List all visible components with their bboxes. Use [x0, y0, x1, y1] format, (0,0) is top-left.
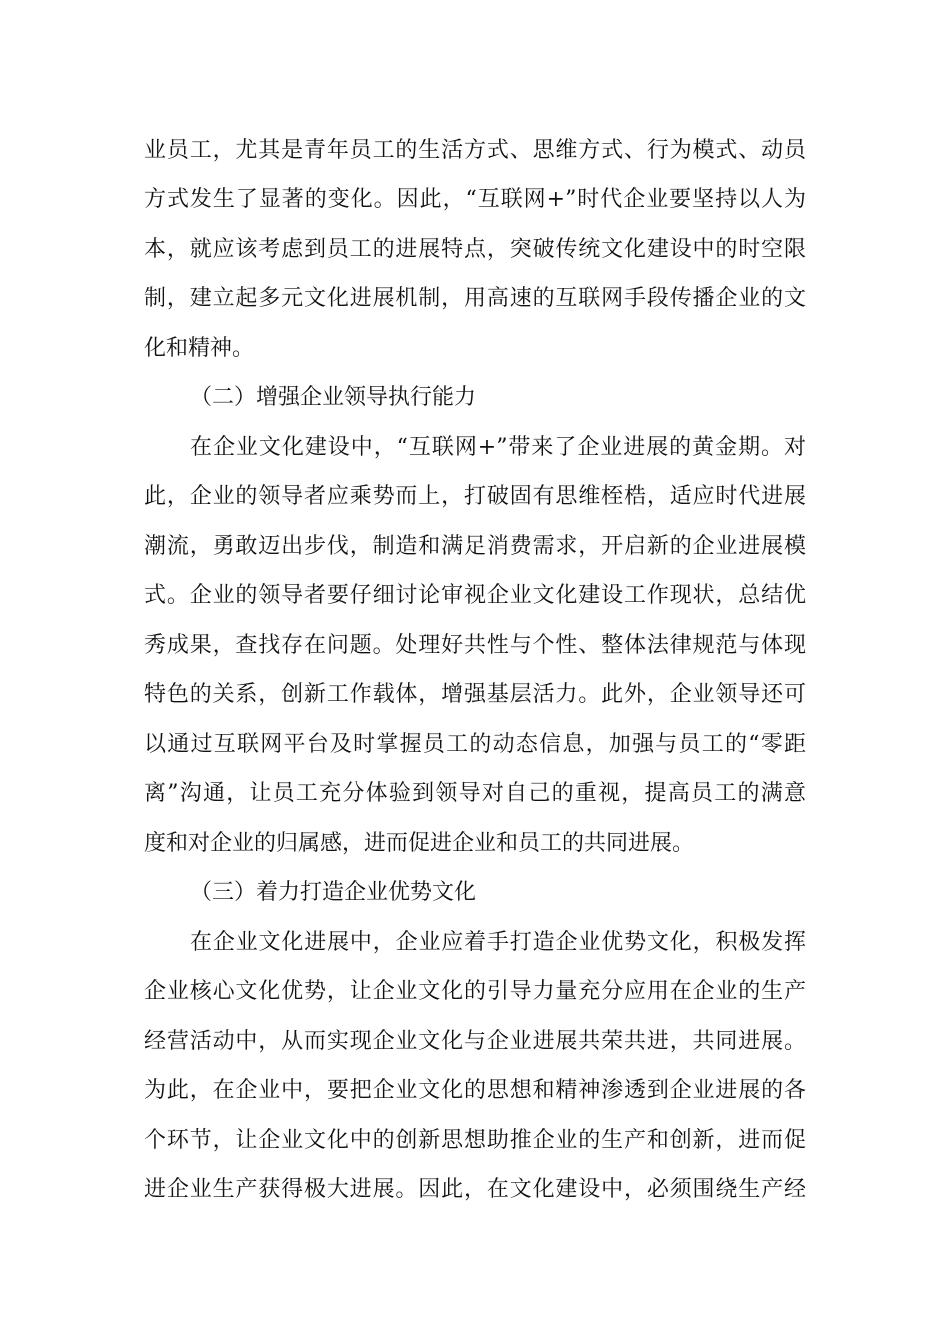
paragraph-line: 离”沟通，让员工充分体验到领导对自己的重视，提高员工的满意 [144, 781, 806, 806]
paragraph-line: 化和精神。 [144, 336, 255, 361]
paragraph-line: 业员工，尤其是青年员工的生活方式、思维方式、行为模式、动员 [144, 138, 806, 163]
paragraph-line: 进企业生产获得极大进展。因此，在文化建设中，必须围绕生产经 [144, 1177, 806, 1202]
paragraph-line: 为此，在企业中，要把企业文化的思想和精神渗透到企业进展的各 [144, 1078, 806, 1103]
paragraph-line: 个环节，让企业文化中的创新思想助推企业的生产和创新，进而促 [144, 1128, 806, 1153]
paragraph-line: 潮流，勇敢迈出步伐，制造和满足消费需求，开启新的企业进展模 [144, 534, 806, 559]
paragraph-line: 在企业文化建设中，“互联网+”带来了企业进展的黄金期。对 [190, 435, 806, 460]
paragraph-line: 制，建立起多元文化进展机制，用高速的互联网手段传播企业的文 [144, 286, 806, 311]
paragraph-line: 方式发生了显著的变化。因此，“互联网+”时代企业要坚持以人为 [144, 187, 806, 212]
paragraph-line: 特色的关系，创新工作载体，增强基层活力。此外，企业领导还可 [144, 682, 806, 707]
paragraph-line: 本，就应该考虑到员工的进展特点，突破传统文化建设中的时空限 [144, 237, 806, 262]
section-heading: （二）增强企业领导执行能力 [190, 385, 477, 410]
section-heading: （三）着力打造企业优势文化 [190, 880, 477, 905]
paragraph-line: 此，企业的领导者应乘势而上，打破固有思维桎梏，适应时代进展 [144, 484, 806, 509]
paragraph-line: 在企业文化进展中，企业应着手打造企业优势文化，积极发挥 [190, 930, 806, 955]
paragraph-line: 式。企业的领导者要仔细讨论审视企业文化建设工作现状，总结优 [144, 583, 806, 608]
paragraph-line: 经营活动中，从而实现企业文化与企业进展共荣共进，共同进展。 [144, 1029, 806, 1054]
paragraph-line: 以通过互联网平台及时掌握员工的动态信息，加强与员工的“零距 [144, 732, 806, 757]
paragraph-line: 度和对企业的归属感，进而促进企业和员工的共同进展。 [144, 831, 695, 856]
paragraph-line: 秀成果，查找存在问题。处理好共性与个性、整体法律规范与体现 [144, 633, 806, 658]
paragraph-line: 企业核心文化优势，让企业文化的引导力量充分应用在企业的生产 [144, 979, 806, 1004]
